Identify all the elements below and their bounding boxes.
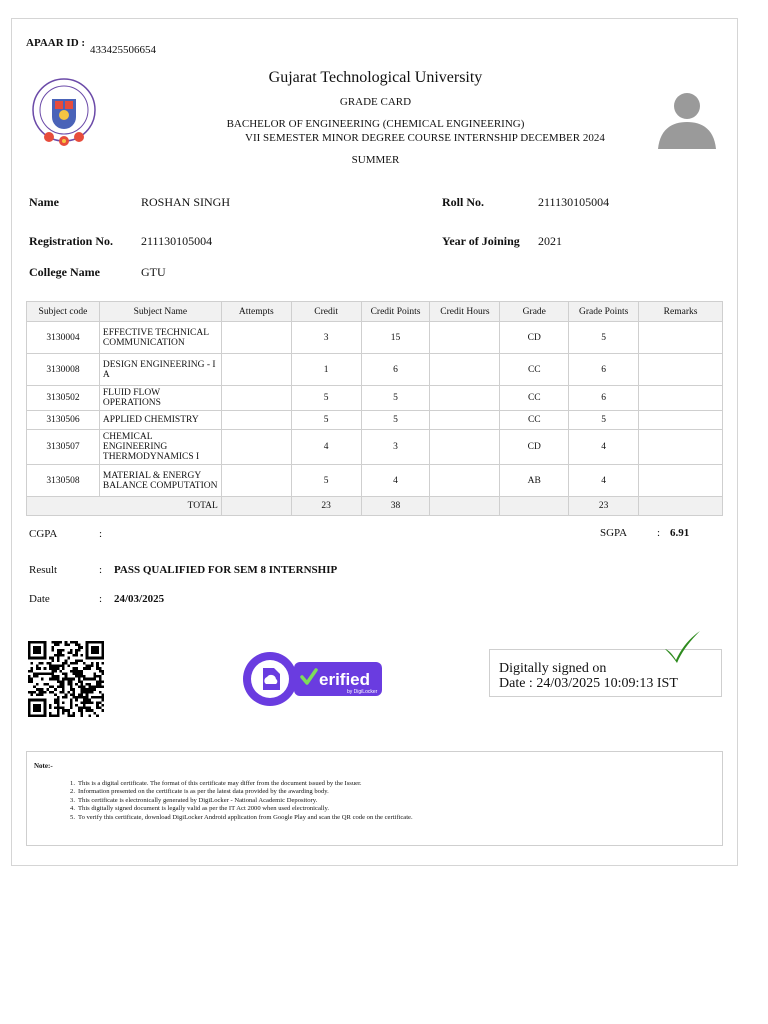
- attempts: [221, 465, 291, 497]
- credit: 3: [291, 322, 361, 354]
- attempts: [221, 322, 291, 354]
- subject-name: APPLIED CHEMISTRY: [99, 411, 221, 430]
- attempts: [221, 386, 291, 411]
- subject-code: 3130004: [27, 322, 100, 354]
- credit: 5: [291, 411, 361, 430]
- credit-points: 3: [361, 430, 430, 465]
- credit: 5: [291, 386, 361, 411]
- note-item: 4. This digitally signed document is legally valid as per the IT Act 2000 when used electronically.: [70, 805, 330, 813]
- header-subject-name: Subject Name: [99, 302, 221, 322]
- grade-card-sheet: [11, 18, 738, 866]
- verification-qr-code[interactable]: [28, 640, 104, 718]
- table-row: [27, 430, 723, 465]
- grade: AB: [500, 465, 569, 497]
- year-of-joining-label: Year of Joining: [442, 234, 520, 248]
- table-row: [27, 386, 723, 411]
- header-attempts: Attempts: [221, 302, 291, 322]
- credit-hours: [430, 430, 500, 465]
- course-line-2: VII SEMESTER MINOR DEGREE COURSE INTERNSHIP DECEMBER 2024: [245, 132, 605, 144]
- header-credit-points: Credit Points: [361, 302, 430, 322]
- date-colon: :: [99, 593, 103, 605]
- credit-hours: [430, 465, 500, 497]
- grade-points: 5: [569, 411, 639, 430]
- credit-hours: [430, 411, 500, 430]
- remarks: [639, 386, 723, 411]
- credit-points: 15: [361, 322, 430, 354]
- table-header-row: [27, 302, 723, 322]
- subject-code: 3130508: [27, 465, 100, 497]
- cgpa-label: CGPA: [29, 528, 58, 540]
- badge-subtext: by DigiLocker: [347, 689, 378, 695]
- student-photo-placeholder-icon: [656, 89, 718, 151]
- badge-text: erified: [319, 670, 371, 689]
- exam-session: SUMMER: [351, 154, 400, 166]
- total-credit: 23: [291, 497, 361, 516]
- header-grade-points: Grade Points: [569, 302, 639, 322]
- total-grade-points: 23: [569, 497, 639, 516]
- university-logo: [27, 77, 101, 151]
- total-credit-points: 38: [361, 497, 430, 516]
- notes-section: [26, 751, 723, 846]
- credit-points: 4: [361, 465, 430, 497]
- grade-points: 6: [569, 386, 639, 411]
- cgpa-colon: :: [99, 528, 103, 540]
- roll-label: Roll No.: [442, 195, 484, 209]
- result-value: PASS QUALIFIED FOR SEM 8 INTERNSHIP: [114, 564, 338, 576]
- header-credit: Credit: [291, 302, 361, 322]
- remarks: [639, 465, 723, 497]
- apaar-id-value: 433425506654: [90, 44, 156, 56]
- credit-hours: [430, 386, 500, 411]
- note-item: 2. Information presented on the certificate is as per the latest data provided by the awarding body.: [70, 788, 329, 796]
- sgpa-value: 6.91: [670, 527, 690, 539]
- subject-name: EFFECTIVE TECHNICAL COMMUNICATION: [99, 322, 221, 354]
- subject-code: 3130008: [27, 354, 100, 386]
- date-value: 24/03/2025: [114, 593, 165, 605]
- table-row: [27, 354, 723, 386]
- result-colon: :: [99, 564, 103, 576]
- attempts: [221, 411, 291, 430]
- notes-title: Note:-: [34, 762, 53, 770]
- remarks: [639, 322, 723, 354]
- credit-points: 5: [361, 411, 430, 430]
- signature-valid-check-icon: [662, 629, 702, 665]
- header-credit-hours: Credit Hours: [430, 302, 500, 322]
- attempts: [221, 354, 291, 386]
- sgpa-label: SGPA: [600, 527, 628, 539]
- name-label: Name: [29, 195, 59, 209]
- grade: CD: [500, 430, 569, 465]
- signed-on-label: Digitally signed on: [499, 661, 607, 676]
- table-row: [27, 322, 723, 354]
- subject-name: MATERIAL & ENERGY BALANCE COMPUTATION: [99, 465, 221, 497]
- course-line-1: BACHELOR OF ENGINEERING (CHEMICAL ENGINEERING): [226, 118, 525, 130]
- credit: 4: [291, 430, 361, 465]
- subject-code: 3130507: [27, 430, 100, 465]
- grade-points: 5: [569, 322, 639, 354]
- grade-points: 4: [569, 465, 639, 497]
- credit-hours: [430, 354, 500, 386]
- credit: 5: [291, 465, 361, 497]
- remarks: [639, 411, 723, 430]
- apaar-id-label: APAAR ID :: [26, 37, 86, 49]
- registration-number: 211130105004: [141, 234, 213, 248]
- registration-label: Registration No.: [29, 234, 113, 248]
- digilocker-verified-badge: [242, 648, 386, 710]
- college-name: GTU: [141, 265, 166, 279]
- notes-list: [65, 780, 413, 822]
- subject-name: DESIGN ENGINEERING - I A: [99, 354, 221, 386]
- header-grade: Grade: [500, 302, 569, 322]
- result-label: Result: [29, 564, 58, 576]
- grade: CC: [500, 354, 569, 386]
- table-row: [27, 465, 723, 497]
- note-item: 5. To verify this certificate, download DigiLocker Android application from Google Play and scan the QR code on the certificate.: [70, 813, 413, 821]
- date-label: Date: [29, 593, 50, 605]
- student-name: ROSHAN SINGH: [141, 195, 231, 209]
- note-item: 1. This is a digital certificate. The format of this certificate may differ from the document issued by the Issuer.: [70, 780, 362, 787]
- subject-code: 3130502: [27, 386, 100, 411]
- credit: 1: [291, 354, 361, 386]
- grade: CC: [500, 411, 569, 430]
- grade: CD: [500, 322, 569, 354]
- subject-code: 3130506: [27, 411, 100, 430]
- total-row: [27, 497, 723, 516]
- credit-hours: [430, 322, 500, 354]
- note-item: 3. This certificate is electronically generated by DigiLocker - National Academic Depository.: [70, 796, 318, 804]
- subject-name: CHEMICAL ENGINEERING THERMODYNAMICS I: [99, 430, 221, 465]
- header-subject-code: Subject code: [27, 302, 100, 322]
- credit-points: 5: [361, 386, 430, 411]
- roll-number: 211130105004: [538, 195, 610, 209]
- table-row: [27, 411, 723, 430]
- header-remarks: Remarks: [639, 302, 723, 322]
- credit-points: 6: [361, 354, 430, 386]
- attempts: [221, 430, 291, 465]
- remarks: [639, 430, 723, 465]
- document-type: GRADE CARD: [339, 96, 412, 108]
- sgpa-colon: :: [657, 527, 661, 539]
- college-label: College Name: [29, 265, 100, 279]
- remarks: [639, 354, 723, 386]
- marks-table: [26, 301, 723, 516]
- total-label: TOTAL: [27, 497, 222, 516]
- grade-points: 6: [569, 354, 639, 386]
- university-name: Gujarat Technological University: [268, 69, 483, 86]
- subject-name: FLUID FLOW OPERATIONS: [99, 386, 221, 411]
- signed-date: Date : 24/03/2025 10:09:13 IST: [499, 676, 678, 691]
- year-of-joining: 2021: [538, 234, 562, 248]
- grade: CC: [500, 386, 569, 411]
- grade-points: 4: [569, 430, 639, 465]
